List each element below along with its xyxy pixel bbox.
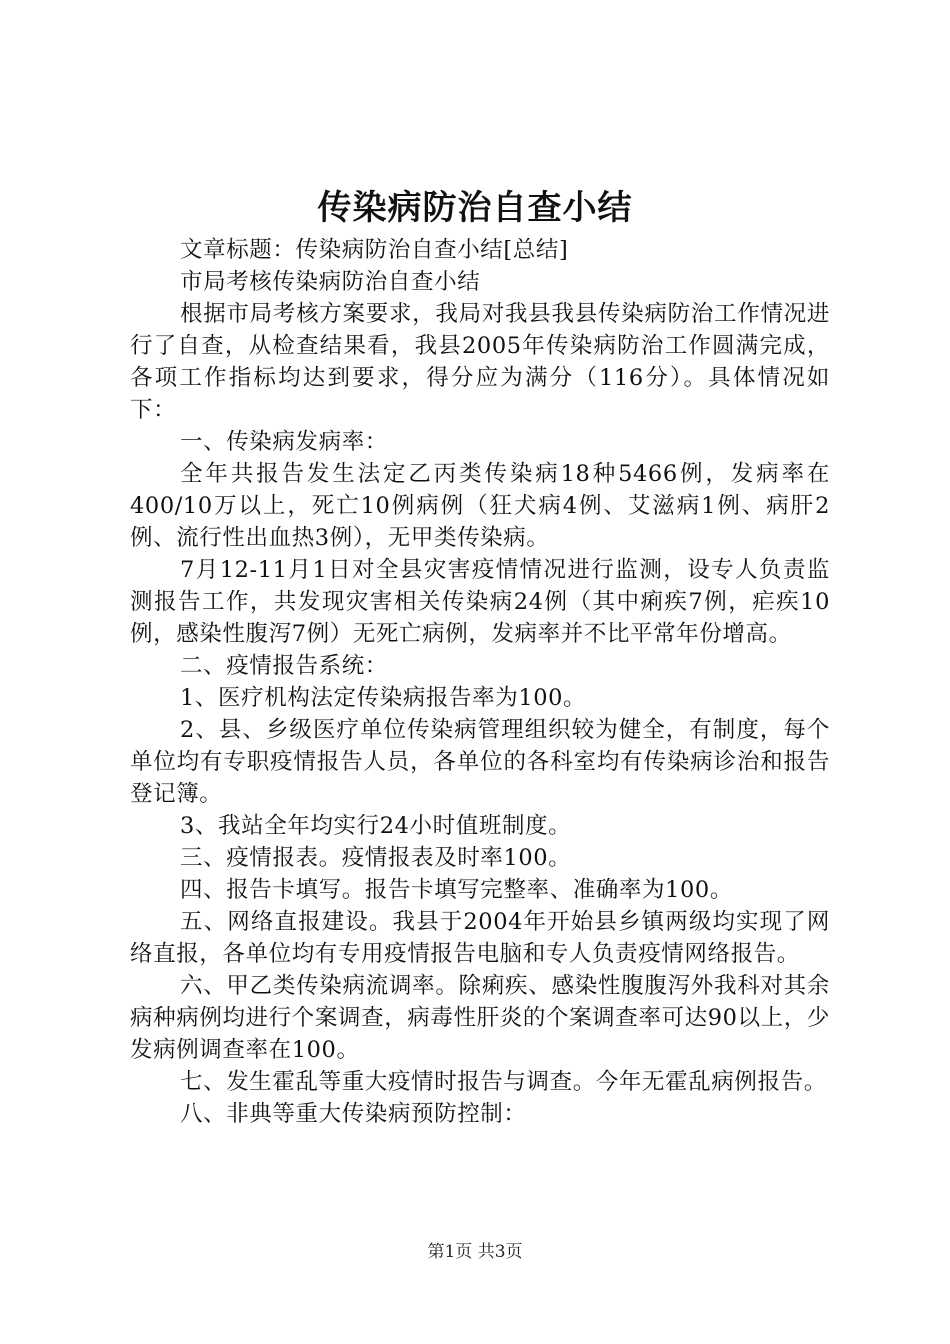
section-heading-incidence: 一、传染病发病率： xyxy=(180,429,388,455)
paragraph-incidence: 全年共报告发生法定乙丙类传染病18种5466例，发病率在400/10万以上，死亡10例病例（狂犬病4例、艾滋病1例、病肝2例、流行性出血热3例），无甲类传染病。 xyxy=(130,461,830,551)
section-heading-sars-control: 八、非典等重大传染病预防控制： xyxy=(180,1101,527,1127)
paragraph-disaster-monitoring: 7月12-11月1日对全县灾害疫情情况进行监测，设专人负责监测报告工作，共发现灾害相关传染病24例（其中痢疾7例，疟疾10例，感染性腹泻7例）无死亡病例，发病率并不比平常年份增高。 xyxy=(130,557,830,647)
paragraph-article-title: 文章标题：传染病防治自查小结[总结] xyxy=(180,237,569,263)
list-item-management-organization: 2、县、乡级医疗单位传染病管理组织较为健全，有制度，每个单位均有专职疫情报告人员，各单位的各科室均有传染病诊治和报告登记簿。 xyxy=(130,717,830,807)
section-heading-investigation-rate: 六、甲乙类传染病流调率。除痢疾、感染性腹腹泻外我科对其余病种病例均进行个案调查，病毒性肝炎的个案调查率可达90以上，少发病例调查率在100。 xyxy=(130,973,830,1063)
section-heading-report-cards: 四、报告卡填写。报告卡填写完整率、准确率为100。 xyxy=(180,877,733,903)
section-heading-network-reporting: 五、网络直报建设。我县于2004年开始县乡镇两级均实现了网络直报，各单位均有专用疫情报告电脑和专人负责疫情网络报告。 xyxy=(130,909,830,967)
page-number: 第1页 共3页 xyxy=(427,1242,523,1262)
document-body xyxy=(130,234,830,1130)
document-title: 传染病防治自查小结 xyxy=(317,188,633,228)
section-heading-reporting-system: 二、疫情报告系统： xyxy=(180,653,388,679)
list-item-reporting-rate: 1、医疗机构法定传染病报告率为100。 xyxy=(180,685,587,711)
list-item-duty-system: 3、我站全年均实行24小时值班制度。 xyxy=(180,813,572,839)
section-heading-cholera: 七、发生霍乱等重大疫情时报告与调查。今年无霍乱病例报告。 xyxy=(180,1069,827,1095)
paragraph-subtitle: 市局考核传染病防治自查小结 xyxy=(180,269,481,295)
paragraph-intro: 根据市局考核方案要求，我局对我县我县传染病防治工作情况进行了自查，从检查结果看，我县2005年传染病防治工作圆满完成，各项工作指标均达到要求，得分应为满分（116分）。具体情况如下： xyxy=(130,301,830,423)
section-heading-epidemic-reports: 三、疫情报表。疫情报表及时率100。 xyxy=(180,845,572,871)
